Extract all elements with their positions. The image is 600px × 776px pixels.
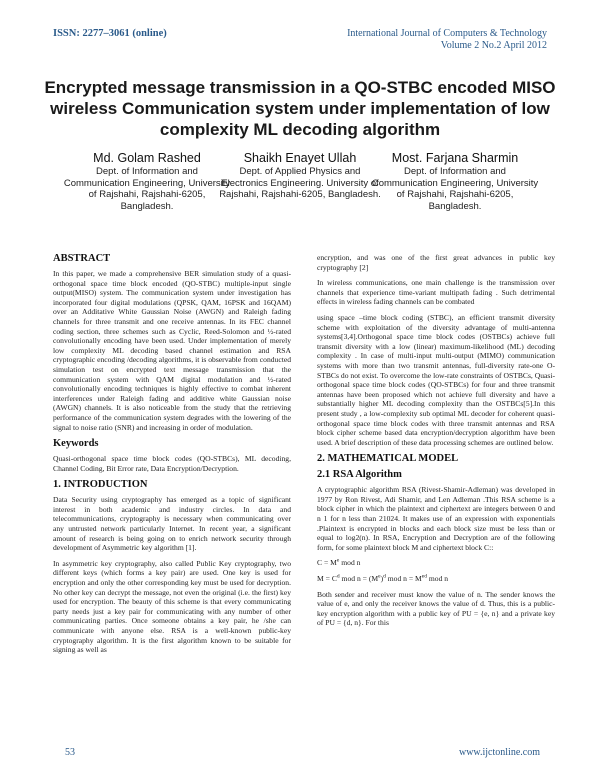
introduction-heading: 1. INTRODUCTION (53, 479, 148, 491)
author-1 (62, 150, 232, 212)
body-paragraph: encryption, and was one of the first great advances in public key cryptography [2] (317, 253, 555, 272)
subsection-heading: 2.1 RSA Algorithm (317, 469, 402, 481)
body-paragraph: In wireless communications, one main challenge is the transmission over channels that experience time-variant multipath fading . Such detrimental effects in wireless fading channels can be combated (317, 278, 555, 307)
introduction-paragraph: Data Security using cryptography has emerged as a topic of significant interest in both academic and industry circles. In data and telecommunications, cryptography is necessary when communicating over any untrusted network particularly Internet. In recent year, a significant amount of research is being going on to enrich network security through development of Asymmetric key algorithm [1]. (53, 495, 291, 553)
paper-title: Encrypted message transmission in a QO-STBC encoded MISO wireless Communication system under implementation of low complexity ML decoding algorithm (44, 78, 556, 139)
body-paragraph: Both sender and receiver must know the value of n. The sender knows the value of e, and only the receiver knows the value of d. Thus, this is a public-key encryption algorithm with a public key of PU = {e, n} and a private key of PU = {d, n}. For this (317, 589, 555, 628)
equation-encryption: $C = M^e$ mod n (317, 557, 361, 568)
author-affiliation: Dept. of Information and Communication Engineering, University of Rajshahi, Rajshahi-6205, Bangladesh. (63, 166, 231, 212)
left-column (53, 253, 291, 661)
author-affiliation: Dept. of Information and Communication Engineering, University of Rajshahi, Rajshahi-6205, Bangladesh. (371, 166, 539, 212)
issn-label: ISSN: 2277–3061 (online) (53, 28, 167, 39)
author-3 (370, 150, 540, 212)
keywords-text: Quasi-orthogonal space time block codes (QO-STBCs), ML decoding, Channel Coding, Bit Error rate, Data Encryption/Decryption. (53, 454, 291, 473)
page-number: 53 (65, 747, 75, 758)
abstract-heading: ABSTRACT (53, 253, 111, 264)
author-2 (215, 150, 385, 201)
body-paragraph: using space –time block coding (STBC), an efficient transmit diversity scheme with exploitation of the diversity advantage of multi-antenna systems[3,4].Orthogonal space time block codes (OSTBCs) achieve full transmit diversity with a low (linear) maximum-likelihood (ML) decoding complexity . In case of multi-input multi-output (MIMO) communication systems with more than two transmit antennas, full-diversity rate-one O-STBCs do not exist. To overcome the low-rate constraints of OSTBCs, Quasi-orthogonal space time block codes (QO-STBCs) for four and three transmit antennas have been proposed which not achieve full diversity and have a substantially higher ML decoding complexity than the OSTBCs[5].In this present study , a low-complexity sub optimal ML decoder for coherent quasi-orthogonal space time block codes with three transmit antennas and RSA block cipher scheme based data encryption/decryption algorithm have been used. A brief description of these data processing schemes are outlined below. (317, 312, 555, 447)
author-name: Shaikh Enayet Ullah (243, 151, 357, 165)
right-column (317, 253, 555, 634)
author-name: Most. Farjana Sharmin (391, 151, 519, 165)
section-heading: 2. MATHEMATICAL MODEL (317, 453, 459, 465)
journal-name: International Journal of Computers & Technology (347, 28, 547, 39)
journal-header (347, 28, 547, 52)
journal-url[interactable]: www.ijctonline.com (458, 747, 540, 758)
introduction-paragraph: In asymmetric key cryptography, also called Public Key cryptography, two different keys (which forms a key pair) are used. One key is used for encryption and only the other corresponding key must be used for decryption. No other key can decrypt the message, not even the original (i.e. the first) key used for encryption. The beauty of this scheme is that every communicating party needs just a key pair for communicating with any number of other communicating parties. Once someone obtains a key pair, he /she can communicate with anyone else. RSA is a well-known public-key cryptography algorithm. It is the first algorithm known to be suitable for signing as well as (53, 558, 291, 655)
equation-decryption: $M = C^d$ mod $n = (M^e)^d$ mod $n = M^{ed}$ mod n (317, 573, 449, 584)
body-paragraph: A cryptographic algorithm RSA (Rivest-Shamir-Adleman) was developed in 1977 by Ron Rivest, Adi Shamir, and Len Adleman .This RSA scheme is a block cipher in which the plaintext and ciphertext are integers between 0 and n 1 for n less than 21024. It makes use of an expression with exponentials .Plaintext is encrypted in blocks and each block size must be less than or equal to log2(n). In RSA, Encryption and Decryption are of the following form, for some plaintext block M and ciphertext block C:: (317, 485, 555, 552)
author-affiliation: Dept. of Applied Physics and Electronics Engineering. University of Rajshahi, Rajshahi-6205, Bangladesh. (219, 166, 381, 200)
keywords-heading: Keywords (53, 438, 99, 450)
author-name: Md. Golam Rashed (93, 151, 201, 165)
abstract-text: In this paper, we made a comprehensive BER simulation study of a quasi- orthogonal space time block encoded (QO-STBC) multiple-input single output(MISO) system. The communication system under investigation has incorporated four digital modulations (QPSK, QAM, 16PSK and 16QAM) over an Additative White Gaussian Noise (AWGN) and Raleigh fading channels for three transmit and one receive antennas. In its FEC channel coding section, three schemes such as Cyclic, Reed-Solomon and ½-rated convolutionally encoding have been used. Under implementation of merely low complexity ML decoding based channel estimation and RSA cryptographic encoding /decoding algorithms, it is observable from conducted simulation test on encrypted text message transmission that the communication system with QAM digital modulation and ½-rated convolutionally encoding techniques is highly effective to combat inherent interferences under Raleigh fading and additive white Gaussian noise (AWGN) channels. It is also noticeable from the study that the retrieving performance of the communication system degrades with the lowering of the signal to noise ratio (SNR) and increasing in order of modulation. (53, 269, 291, 432)
journal-volume: Volume 2 No.2 April 2012 (440, 40, 547, 51)
